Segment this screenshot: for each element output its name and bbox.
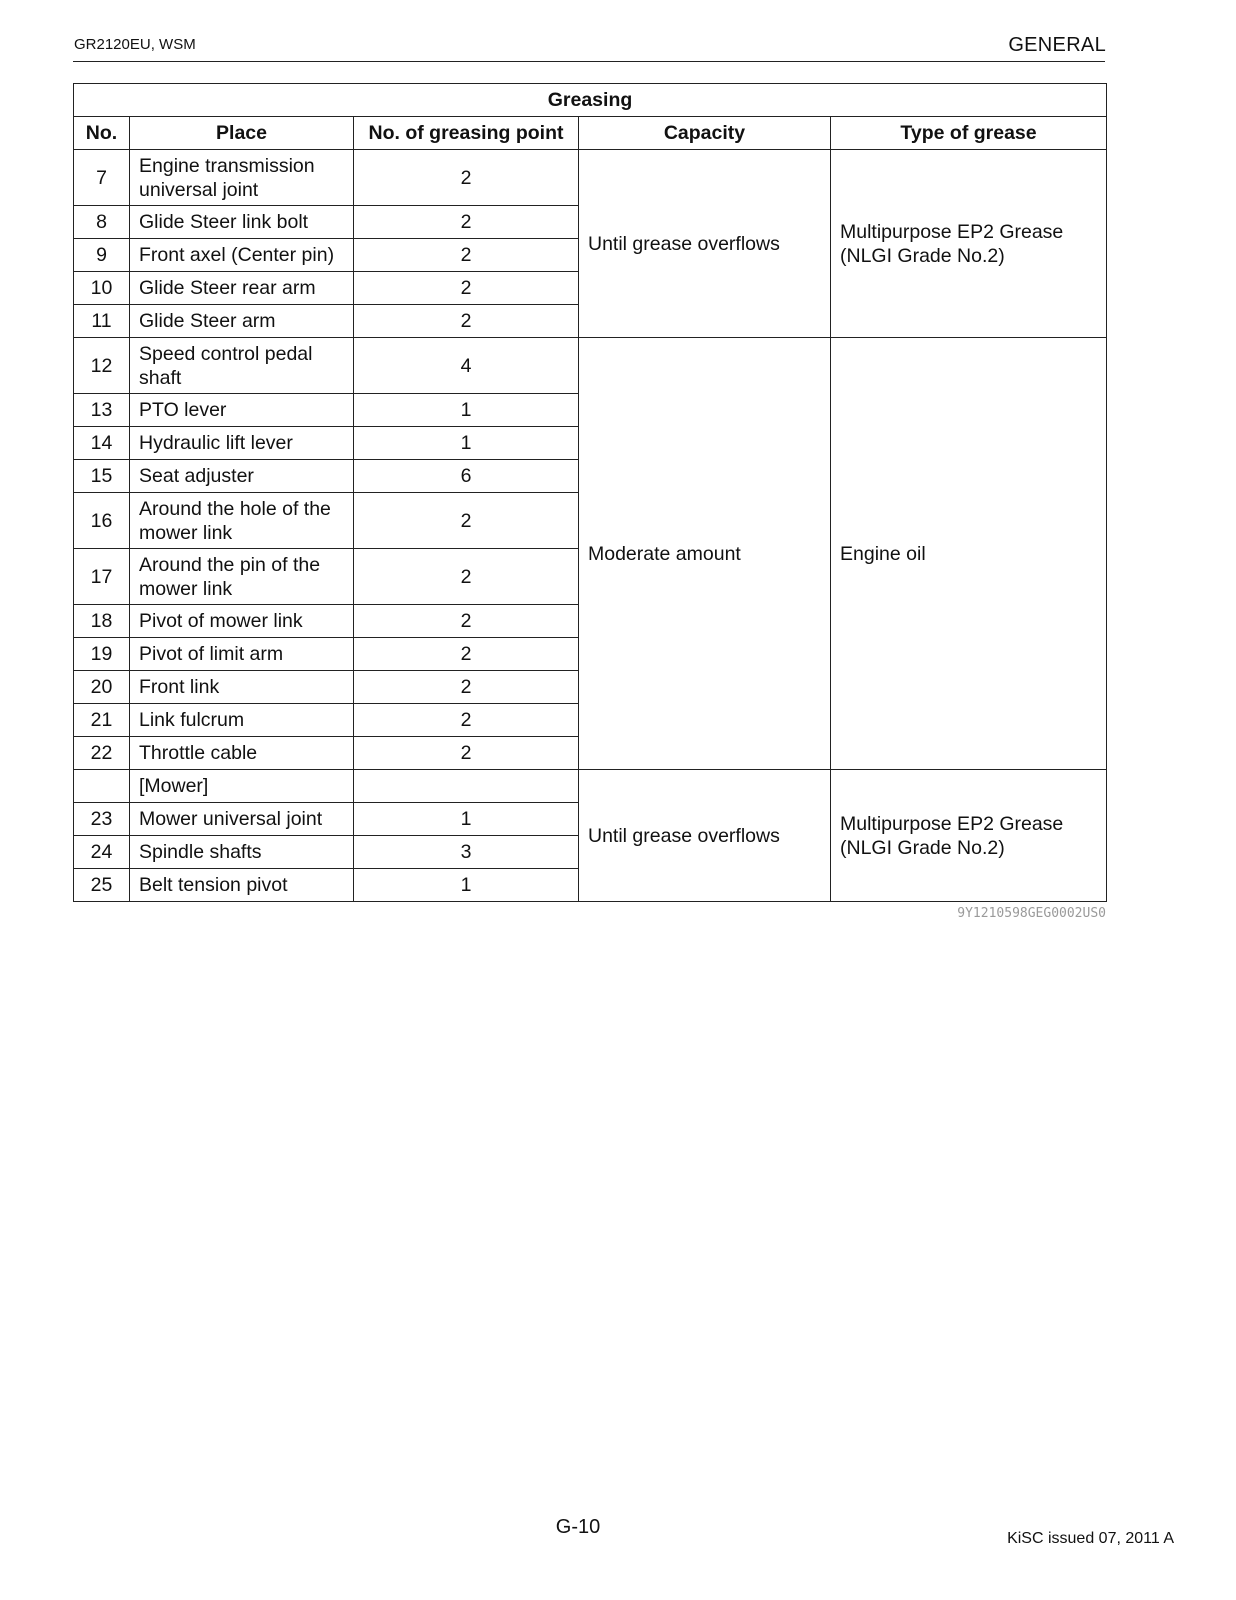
row-place: Front link bbox=[130, 671, 354, 704]
row-points: 3 bbox=[354, 836, 579, 869]
col-header-points: No. of greasing point bbox=[354, 117, 579, 150]
row-points: 2 bbox=[354, 737, 579, 770]
row-place: Around the pin of the mower link bbox=[130, 549, 354, 605]
document-id: 9Y1210598GEG0002US0 bbox=[957, 906, 1106, 921]
row-no: 21 bbox=[74, 704, 130, 737]
table-row bbox=[74, 150, 1107, 206]
row-no: 16 bbox=[74, 493, 130, 549]
row-points: 2 bbox=[354, 272, 579, 305]
row-no: 17 bbox=[74, 549, 130, 605]
grease-type-cell: Multipurpose EP2 Grease (NLGI Grade No.2) bbox=[831, 770, 1107, 902]
table-row bbox=[74, 770, 1107, 803]
row-no: 23 bbox=[74, 803, 130, 836]
row-place: Hydraulic lift lever bbox=[130, 427, 354, 460]
row-points bbox=[354, 770, 579, 803]
row-no: 18 bbox=[74, 605, 130, 638]
row-no: 19 bbox=[74, 638, 130, 671]
row-no: 22 bbox=[74, 737, 130, 770]
col-header-type: Type of grease bbox=[831, 117, 1107, 150]
row-points: 2 bbox=[354, 549, 579, 605]
row-place: Glide Steer arm bbox=[130, 305, 354, 338]
page-number: G-10 bbox=[555, 1516, 601, 1538]
row-points: 2 bbox=[354, 704, 579, 737]
row-place: Glide Steer rear arm bbox=[130, 272, 354, 305]
row-points: 2 bbox=[354, 605, 579, 638]
grease-type-cell: Engine oil bbox=[831, 338, 1107, 770]
header-rule bbox=[73, 61, 1105, 62]
row-points: 1 bbox=[354, 427, 579, 460]
capacity-cell: Until grease overflows bbox=[579, 770, 831, 902]
row-no: 24 bbox=[74, 836, 130, 869]
row-place: Speed control pedal shaft bbox=[130, 338, 354, 394]
row-no: 25 bbox=[74, 869, 130, 902]
row-no bbox=[74, 770, 130, 803]
greasing-table bbox=[73, 83, 1107, 902]
row-points: 2 bbox=[354, 671, 579, 704]
row-no: 12 bbox=[74, 338, 130, 394]
table-row bbox=[74, 338, 1107, 394]
row-no: 13 bbox=[74, 394, 130, 427]
row-place: [Mower] bbox=[130, 770, 354, 803]
row-no: 8 bbox=[74, 206, 130, 239]
col-header-no: No. bbox=[74, 117, 130, 150]
manual-title: GR2120EU, WSM bbox=[74, 36, 196, 53]
row-place: Throttle cable bbox=[130, 737, 354, 770]
row-place: Seat adjuster bbox=[130, 460, 354, 493]
row-points: 4 bbox=[354, 338, 579, 394]
row-points: 2 bbox=[354, 150, 579, 206]
row-place: Pivot of limit arm bbox=[130, 638, 354, 671]
capacity-cell: Until grease overflows bbox=[579, 150, 831, 338]
row-points: 6 bbox=[354, 460, 579, 493]
row-no: 15 bbox=[74, 460, 130, 493]
row-place: Link fulcrum bbox=[130, 704, 354, 737]
issue-note: KiSC issued 07, 2011 A bbox=[1007, 1530, 1174, 1547]
table-caption: Greasing bbox=[74, 84, 1107, 117]
section-title: GENERAL bbox=[1008, 34, 1106, 56]
row-no: 11 bbox=[74, 305, 130, 338]
row-place: Around the hole of the mower link bbox=[130, 493, 354, 549]
row-points: 2 bbox=[354, 493, 579, 549]
row-points: 1 bbox=[354, 394, 579, 427]
row-no: 14 bbox=[74, 427, 130, 460]
row-points: 2 bbox=[354, 206, 579, 239]
row-points: 1 bbox=[354, 869, 579, 902]
row-no: 9 bbox=[74, 239, 130, 272]
row-points: 2 bbox=[354, 239, 579, 272]
row-place: Pivot of mower link bbox=[130, 605, 354, 638]
row-place: Mower universal joint bbox=[130, 803, 354, 836]
row-points: 2 bbox=[354, 305, 579, 338]
row-points: 2 bbox=[354, 638, 579, 671]
row-points: 1 bbox=[354, 803, 579, 836]
row-place: Spindle shafts bbox=[130, 836, 354, 869]
col-header-capacity: Capacity bbox=[579, 117, 831, 150]
row-place: Front axel (Center pin) bbox=[130, 239, 354, 272]
row-place: Glide Steer link bolt bbox=[130, 206, 354, 239]
capacity-cell: Moderate amount bbox=[579, 338, 831, 770]
row-no: 7 bbox=[74, 150, 130, 206]
row-place: PTO lever bbox=[130, 394, 354, 427]
row-place: Engine transmission universal joint bbox=[130, 150, 354, 206]
col-header-place: Place bbox=[130, 117, 354, 150]
row-no: 20 bbox=[74, 671, 130, 704]
grease-type-cell: Multipurpose EP2 Grease (NLGI Grade No.2) bbox=[831, 150, 1107, 338]
row-no: 10 bbox=[74, 272, 130, 305]
row-place: Belt tension pivot bbox=[130, 869, 354, 902]
